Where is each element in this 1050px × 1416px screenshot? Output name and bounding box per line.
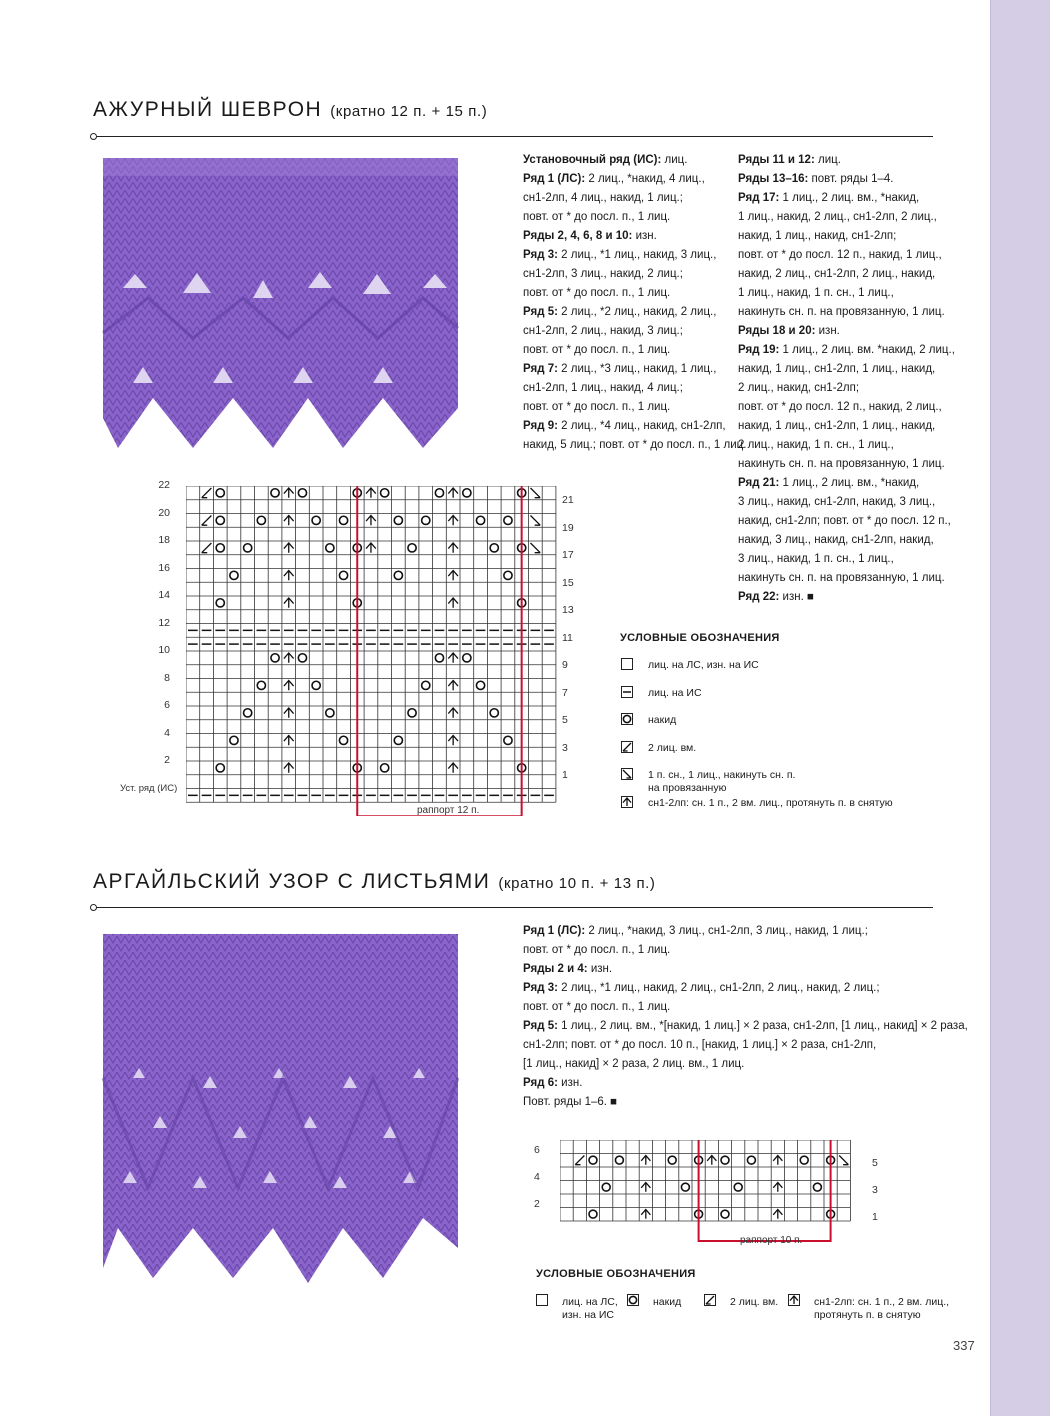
row-number: Уст. ряд (ИС) xyxy=(120,783,178,794)
chart-symbols xyxy=(575,1156,848,1219)
chart-stitch-a xyxy=(448,488,458,498)
instruction-line: Ряд 9: 2 лиц., *4 лиц., накид, сн1-2лп, xyxy=(523,420,726,432)
k2tog-icon xyxy=(704,1294,716,1306)
chart-stitch-o xyxy=(257,681,265,689)
instruction-line: Ряды 13–16: повт. ряды 1–4. xyxy=(738,173,894,185)
legend-title: УСЛОВНЫЕ ОБОЗНАЧЕНИЯ xyxy=(536,1268,696,1280)
row-number: 21 xyxy=(562,494,574,506)
row-number: 8 xyxy=(164,671,170,684)
instruction-line: накид, 3 лиц., накид, сн1-2лп, накид, xyxy=(738,534,934,546)
row-number: 4 xyxy=(164,726,170,739)
legend-label: 1 п. сн., 1 лиц., накинуть сн. п. на провязанную xyxy=(648,769,796,794)
chart-stitch-a xyxy=(641,1210,650,1219)
legend-label: сн1-2лп: сн. 1 п., 2 вм. лиц., протянуть п. в снятую xyxy=(648,796,893,809)
instruction-line: накид, 1 лиц., накид, сн1-2лп; xyxy=(738,230,897,242)
chart-stitch-o xyxy=(298,654,306,662)
yarnover-icon xyxy=(621,713,633,725)
instruction-line: накид, сн1-2лп; повт. от * до посл. 12 п., xyxy=(738,515,951,527)
instruction-line: повт. от * до посл. п., 1 лиц. xyxy=(523,944,671,956)
chart-stitch-o xyxy=(435,489,443,497)
instruction-line: накинуть сн. п. на провязанную, 1 лиц. xyxy=(738,572,945,584)
chart-stitch-o xyxy=(408,544,416,552)
row-number: 5 xyxy=(872,1157,878,1169)
section-rule xyxy=(93,907,933,908)
knit-sample-photo xyxy=(93,158,468,456)
instruction-line: 1 лиц., накид, 2 лиц., сн1-2лп, 2 лиц., xyxy=(738,211,937,223)
chart-stitch-a xyxy=(284,653,294,663)
instruction-line: накид, 1 лиц., сн1-2лп, 1 лиц., накид, xyxy=(738,363,936,375)
chart-stitch-o xyxy=(244,709,252,717)
row-number: 12 xyxy=(158,616,170,629)
chart-stitch-a xyxy=(366,516,376,526)
chart-stitch-o xyxy=(813,1183,821,1191)
chart-stitch-a xyxy=(641,1156,650,1165)
row-number: 7 xyxy=(562,686,568,699)
row-number: 3 xyxy=(872,1184,878,1196)
row-number: 13 xyxy=(562,604,574,616)
chart-stitch-o xyxy=(216,516,224,524)
instruction-line: повт. от * до посл. п., 1 лиц. xyxy=(523,211,671,223)
chart-stitch-o xyxy=(747,1156,755,1164)
instruction-line: Ряд 3: 2 лиц., *1 лиц., накид, 2 лиц., сн1-2лп, 2 лиц., накид, 2 лиц.; xyxy=(523,982,880,994)
chart-stitch-o xyxy=(463,654,471,662)
instruction-line: 1 лиц., накид, 1 п. сн., 1 лиц., xyxy=(738,287,894,299)
chart-stitch-a xyxy=(448,763,458,773)
sk2p-icon xyxy=(621,796,633,808)
chart-stitch-a xyxy=(284,763,294,773)
knit-sample-photo xyxy=(93,928,468,1288)
chart-stitch-a xyxy=(448,653,458,663)
row-number: 9 xyxy=(562,659,568,671)
instruction-line: Ряд 19: 1 лиц., 2 лиц. вм. *накид, 2 лиц., xyxy=(738,344,955,356)
instructions-col-right xyxy=(738,151,955,607)
chart-stitch-k xyxy=(202,543,212,553)
legend-label: лиц. на ИС xyxy=(648,686,702,699)
chart-stitch-a xyxy=(366,543,376,553)
chart-stitch-a xyxy=(448,516,458,526)
row-number: 2 xyxy=(164,754,170,766)
section-title-argyle: АРГАЙЛЬСКИЙ УЗОР С ЛИСТЬЯМИ (кратно 10 п. + 13 п.) xyxy=(93,870,656,893)
instruction-line: Ряды 2 и 4: изн. xyxy=(523,963,613,975)
row-number: 16 xyxy=(158,561,170,574)
legend-label: накид xyxy=(653,1296,682,1308)
legend-title: УСЛОВНЫЕ ОБОЗНАЧЕНИЯ xyxy=(620,632,780,644)
instruction-line: Ряды 18 и 20: изн. xyxy=(738,325,840,337)
chart-stitch-o xyxy=(721,1210,729,1218)
chart-stitch-o xyxy=(216,599,224,607)
chart-stitch-s xyxy=(531,488,541,498)
chart-stitch-o xyxy=(216,544,224,552)
row-number: 5 xyxy=(562,714,568,726)
instruction-line: [1 лиц., накид] × 2 раза, 2 лиц. вм., 1 лиц. xyxy=(523,1058,745,1070)
chart-stitch-a xyxy=(641,1183,650,1192)
chart-stitch-o xyxy=(422,681,430,689)
chart-stitch-o xyxy=(490,544,498,552)
chart-stitch-o xyxy=(394,516,402,524)
row-number: 4 xyxy=(534,1171,540,1183)
chart-stitch-o xyxy=(589,1156,597,1164)
instruction-line: Ряд 5: 2 лиц., *2 лиц., накид, 2 лиц., xyxy=(523,306,717,318)
instruction-line: накид, 1 лиц., сн1-2лп, 1 лиц., накид, xyxy=(738,420,936,432)
instruction-line: сн1-2лп, 3 лиц., накид, 2 лиц.; xyxy=(523,268,683,280)
chart-stitch-a xyxy=(448,708,458,718)
instruction-line: повт. от * до посл. п., 1 лиц. xyxy=(523,344,671,356)
instruction-line: повт. от * до посл. п., 1 лиц. xyxy=(523,287,671,299)
chart-stitch-a xyxy=(448,681,458,691)
chart-stitch-o xyxy=(381,489,389,497)
chart-stitch-o xyxy=(408,709,416,717)
instruction-line: повт. от * до посл. 12 п., накид, 2 лиц., xyxy=(738,401,942,413)
section-title-chevron: АЖУРНЫЙ ШЕВРОН (кратно 12 п. + 15 п.) xyxy=(93,98,488,121)
row-number: 18 xyxy=(158,534,170,546)
chart-grid xyxy=(560,1140,850,1221)
legend-label: 2 лиц. вм. xyxy=(648,741,697,754)
chart-stitch-o xyxy=(216,764,224,772)
empty-square-icon xyxy=(621,658,633,670)
chart-stitch-o xyxy=(326,709,334,717)
instruction-line: 2 лиц., накид, сн1-2лп; xyxy=(738,382,860,394)
instruction-line: Ряд 6: изн. xyxy=(523,1077,583,1089)
chart-stitch-a xyxy=(284,516,294,526)
chart-stitch-o xyxy=(668,1156,676,1164)
legend-label: накид xyxy=(648,714,677,726)
chart-stitch-o xyxy=(381,764,389,772)
chart-stitch-s xyxy=(531,516,541,526)
row-number: 10 xyxy=(158,644,170,656)
chart-stitch-o xyxy=(216,489,224,497)
chart-stitch-o xyxy=(257,516,265,524)
instruction-line: Ряд 21: 1 лиц., 2 лиц. вм., *накид, xyxy=(738,477,920,489)
dash-square-icon xyxy=(621,686,633,698)
chart-stitch-a xyxy=(284,598,294,608)
chart-stitch-o xyxy=(339,571,347,579)
instructions-col-left xyxy=(523,151,746,455)
row-number: 20 xyxy=(158,506,170,519)
instruction-line: накид, 2 лиц., сн1-2лп, 2 лиц., накид, xyxy=(738,268,936,280)
instruction-line: 2 лиц., накид, 1 п. сн., 1 лиц., xyxy=(738,439,894,451)
chart-stitch-a xyxy=(284,488,294,498)
instruction-line: Ряд 3: 2 лиц., *1 лиц., накид, 3 лиц., xyxy=(523,249,717,261)
legend-label: лиц. на ЛС, изн. на ИС xyxy=(648,659,759,671)
chart-stitch-o xyxy=(394,571,402,579)
chart-stitch-o xyxy=(244,544,252,552)
instruction-line: сн1-2лп, 4 лиц., накид, 1 лиц.; xyxy=(523,192,683,204)
repeat-label: раппорт 10 п. xyxy=(740,1235,803,1246)
instruction-line: Установочный ряд (ИС): лиц. xyxy=(523,154,688,166)
instruction-line: сн1-2лп, 1 лиц., накид, 4 лиц.; xyxy=(523,382,683,394)
instruction-line: Ряд 1 (ЛС): 2 лиц., *накид, 3 лиц., сн1-2лп, 3 лиц., накид, 1 лиц.; xyxy=(523,925,868,937)
legend-label: лиц. на ЛС, изн. на ИС xyxy=(562,1296,618,1321)
chart-stitch-a xyxy=(366,488,376,498)
row-number: 3 xyxy=(562,741,568,754)
chart-stitch-o xyxy=(422,516,430,524)
row-number: 14 xyxy=(158,589,170,601)
instruction-line: накинуть сн. п. на провязанную, 1 лиц. xyxy=(738,306,945,318)
chart-stitch-o xyxy=(271,654,279,662)
chart-stitch-s xyxy=(839,1156,848,1165)
chart-stitch-k xyxy=(202,516,212,526)
chart-stitch-o xyxy=(271,489,279,497)
row-number: 11 xyxy=(562,631,573,644)
row-number: 17 xyxy=(562,549,574,561)
ssk-icon xyxy=(621,768,633,780)
chart-symbols xyxy=(188,488,554,795)
legend-label: сн1-2лп: сн. 1 п., 2 вм. лиц., протянуть п. в снятую xyxy=(814,1296,950,1321)
instruction-line: 3 лиц., накид, сн1-2лп, накид, 3 лиц., xyxy=(738,496,936,508)
instruction-line: 3 лиц., накид, 1 п. сн., 1 лиц., xyxy=(738,553,894,565)
row-number: 22 xyxy=(158,479,170,491)
legend-label: 2 лиц. вм. xyxy=(730,1296,779,1308)
instruction-line: накид, 5 лиц.; повт. от * до посл. п., 1 лиц. xyxy=(523,439,747,451)
chart-stitch-o xyxy=(476,681,484,689)
chart-stitch-o xyxy=(230,571,238,579)
instruction-line: Ряд 22: изн. ■ xyxy=(738,591,814,603)
instructions-argyle xyxy=(523,922,968,1112)
chart-stitch-a xyxy=(284,571,294,581)
instruction-line: Ряд 5: 1 лиц., 2 лиц. вм., *[накид, 1 лиц.] × 2 раза, сн1-2лп, [1 лиц., накид] × 2 раза, xyxy=(523,1020,968,1032)
section-rule xyxy=(93,136,933,137)
row-number: 1 xyxy=(872,1211,878,1223)
chart-stitch-a xyxy=(448,543,458,553)
instruction-line: повт. от * до посл. п., 1 лиц. xyxy=(523,1001,671,1013)
chart-stitch-a xyxy=(448,571,458,581)
chart-stitch-o xyxy=(435,654,443,662)
instruction-line: Ряды 2, 4, 6, 8 и 10: изн. xyxy=(523,230,657,242)
chart-stitch-o xyxy=(800,1156,808,1164)
chart-stitch-a xyxy=(284,708,294,718)
chart-stitch-o xyxy=(734,1183,742,1191)
chart-stitch-a xyxy=(707,1156,716,1165)
chart-stitch-a xyxy=(284,543,294,553)
repeat-label: раппорт 12 п. xyxy=(417,805,480,816)
chart-stitch-a xyxy=(448,598,458,608)
row-number: 2 xyxy=(534,1198,540,1210)
page-edge-tab xyxy=(990,0,1050,1416)
yarnover-icon xyxy=(627,1294,639,1306)
row-number: 1 xyxy=(562,769,568,781)
instruction-line: Ряд 17: 1 лиц., 2 лиц. вм., *накид, xyxy=(738,192,920,204)
empty-square-icon xyxy=(536,1294,548,1306)
instruction-line: повт. от * до посл. 12 п., накид, 1 лиц., xyxy=(738,249,942,261)
chart-stitch-o xyxy=(504,571,512,579)
sk2p-icon xyxy=(788,1294,800,1306)
row-number: 15 xyxy=(562,576,574,589)
chart-stitch-a xyxy=(284,736,294,746)
chart-stitch-o xyxy=(490,709,498,717)
chart-stitch-o xyxy=(615,1156,623,1164)
chart-stitch-a xyxy=(773,1210,782,1219)
chart-stitch-o xyxy=(681,1183,689,1191)
chart-stitch-o xyxy=(463,489,471,497)
instruction-line: сн1-2лп; повт. от * до посл. 10 п., [накид, 1 лиц.] × 2 раза, сн1-2лп, xyxy=(523,1039,877,1051)
chart-stitch-o xyxy=(339,516,347,524)
instruction-line: Ряд 1 (ЛС): 2 лиц., *накид, 4 лиц., xyxy=(523,173,705,185)
page-number: 337 xyxy=(953,1338,975,1353)
chart-stitch-k xyxy=(202,488,212,498)
chart-stitch-o xyxy=(589,1210,597,1218)
chart-stitch-o xyxy=(312,681,320,689)
instruction-line: накинуть сн. п. на провязанную, 1 лиц. xyxy=(738,458,945,470)
chart-stitch-a xyxy=(284,681,294,691)
chart-stitch-o xyxy=(312,516,320,524)
chart-stitch-o xyxy=(721,1156,729,1164)
chart-stitch-k xyxy=(575,1156,584,1165)
chart-stitch-o xyxy=(230,736,238,744)
chart-stitch-o xyxy=(602,1183,610,1191)
instruction-line: сн1-2лп, 2 лиц., накид, 3 лиц.; xyxy=(523,325,683,337)
chart-stitch-o xyxy=(298,489,306,497)
instruction-line: Ряды 11 и 12: лиц. xyxy=(738,154,841,166)
instruction-line: повт. от * до посл. п., 1 лиц. xyxy=(523,401,671,413)
chart-stitch-o xyxy=(326,544,334,552)
k2tog-icon xyxy=(621,741,633,753)
chart-stitch-o xyxy=(339,736,347,744)
chart-stitch-a xyxy=(448,736,458,746)
chart-stitch-o xyxy=(504,736,512,744)
row-number: 19 xyxy=(562,521,574,534)
chart-stitch-o xyxy=(476,516,484,524)
chart-stitch-a xyxy=(773,1183,782,1192)
chart-stitch-s xyxy=(531,543,541,553)
chart-stitch-o xyxy=(394,736,402,744)
row-number: 6 xyxy=(534,1144,540,1156)
chart-stitch-a xyxy=(773,1156,782,1165)
instruction-line: Повт. ряды 1–6. ■ xyxy=(523,1096,618,1108)
instruction-line: Ряд 7: 2 лиц., *3 лиц., накид, 1 лиц., xyxy=(523,363,717,375)
chart-stitch-o xyxy=(504,516,512,524)
row-number: 6 xyxy=(164,699,170,711)
